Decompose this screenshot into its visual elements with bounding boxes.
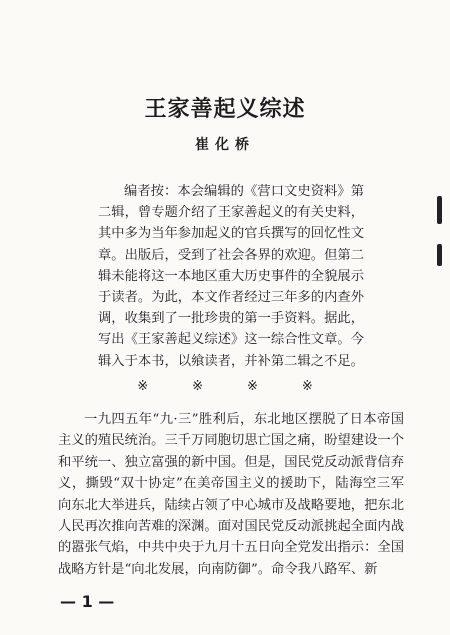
binding-mark [437,244,442,266]
article-title: 王家善起义综述 [144,97,306,122]
editor-note: 编者按：本会编辑的《营口文史资料》第二辑，曾专题介绍了王家善起义的有关史料，其中多为当年参加起义的官兵撰写的回忆性文章。出版后，受到了社会各界的欢迎。但第二辑未能将这一本地区重大历史事件的全貌展示于读者。为此，本文作者经过三年多的内查外调，收集到了一批珍贵的第一手资料。据此，写出《王家善起义综述》这一综合性文章。今辑入于本书，以飨读者，并补第二辑之不足。 [98,184,364,369]
body-paragraph: 一九四五年“九·三”胜利后，东北地区摆脱了日本帝国主义的殖民统治。三千万同胞切思亡国之痛，盼望建设一个和平统一、独立富强的新中国。但是，国民党反动派背信弃义，撕毁“双十协定”在美帝国主义的援助下，陆海空三军向东北大举进兵，陆续占领了中心城市及战略要地，把东北人民再次推向苦难的深渊。面对国民党反动派挑起全面内战的嚣张气焰，中共中央于九月十五日向全党发出指示：全国战略方针是“向北发展，向南防御”。命令我八路军、新 [58,412,404,577]
author-name: 崔化桥 [195,137,255,153]
separator-mark: ※ [137,379,149,394]
separator-mark: ※ [247,379,258,394]
separator-mark: ※ [301,379,313,394]
separator-mark: ※ [192,379,203,394]
section-separator [0,379,450,394]
binding-mark [437,196,442,224]
page-number: — 1 — [60,592,115,611]
